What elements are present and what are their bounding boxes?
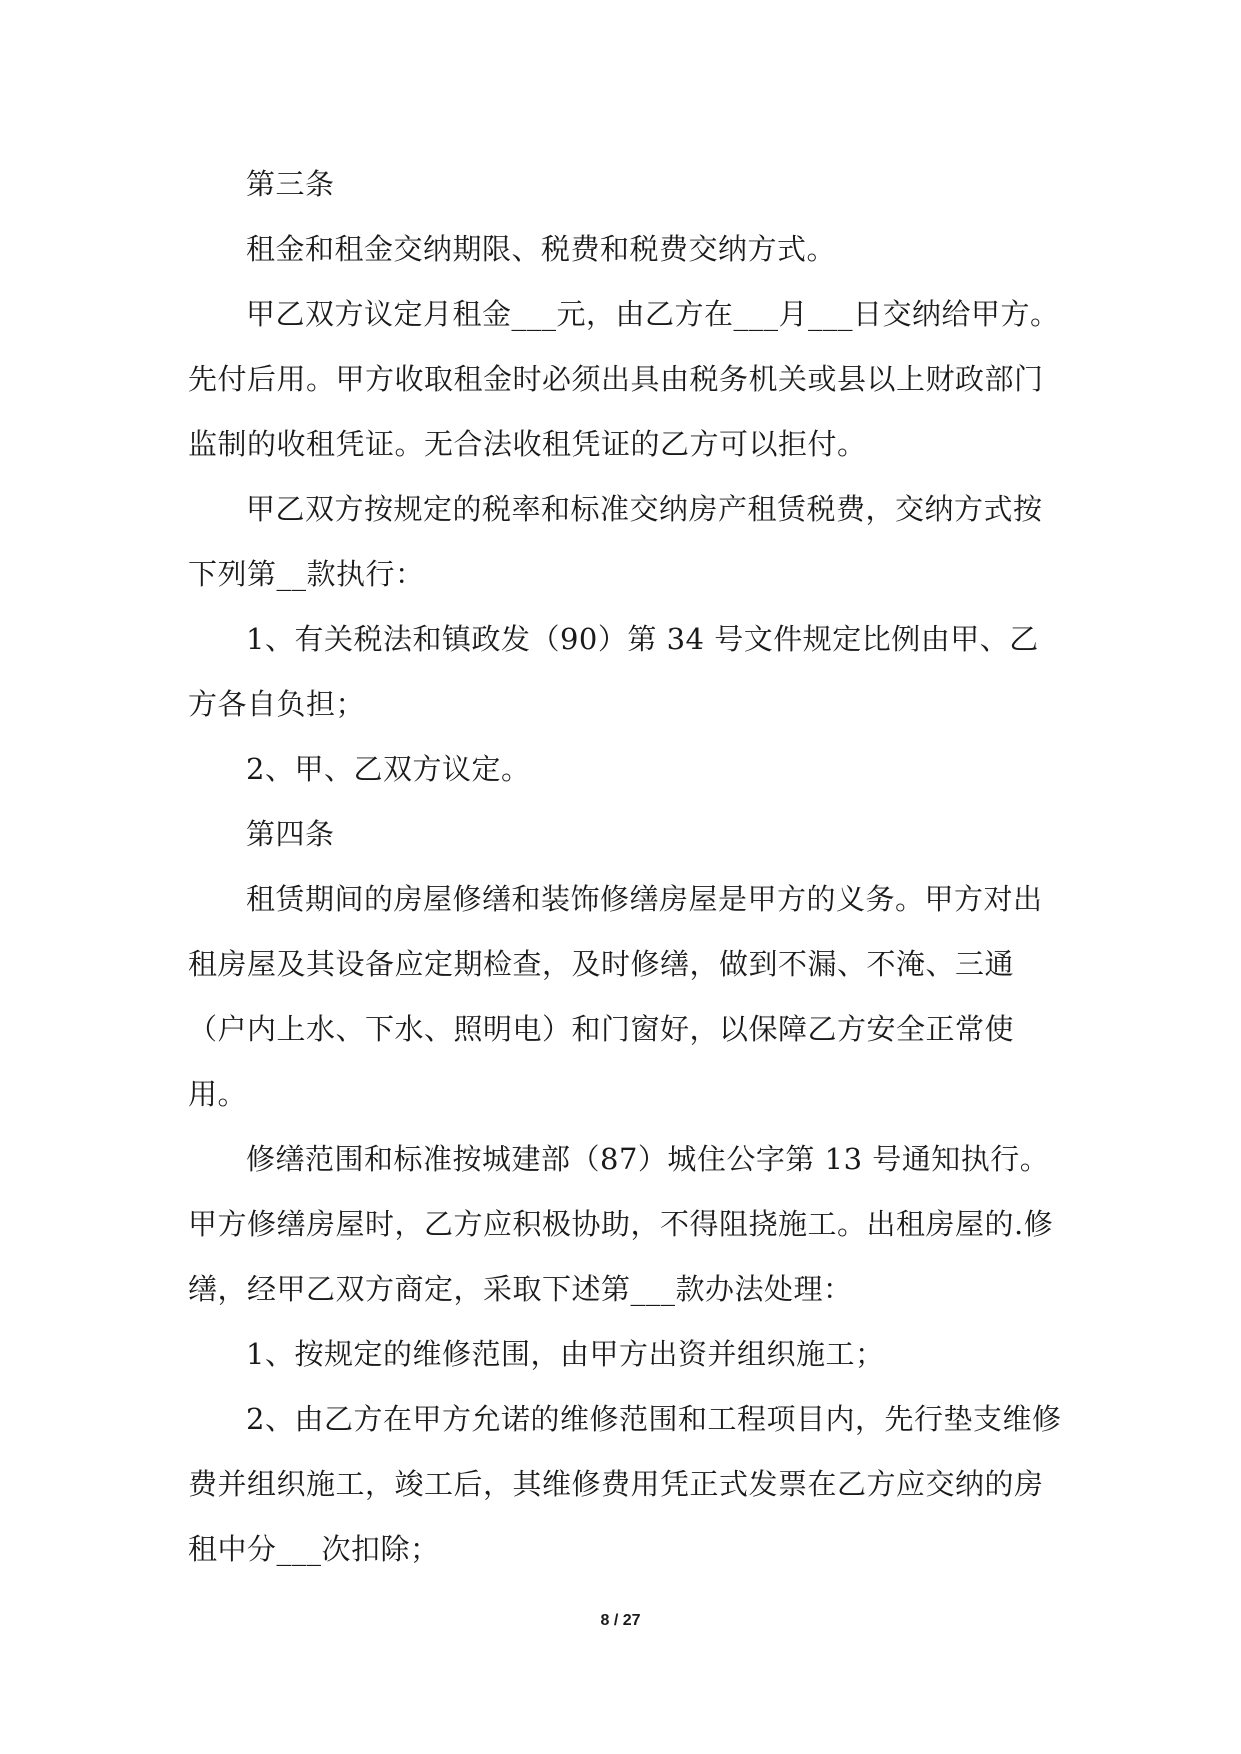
rent-payment-paragraph: 甲乙双方议定月租金___元，由乙方在___月___日交纳给甲方。先付后用。甲方收取租金时必须出具由税务机关或县以上财政部门监制的收租凭证。无合法收租凭证的乙方可以拒付。 — [188, 297, 1060, 461]
repair-obligation-paragraph: 租赁期间的房屋修缮和装饰修缮房屋是甲方的义务。甲方对出租房屋及其设备应定期检查，及时修缮，做到不漏、不淹、三通（户内上水、下水、照明电）和门窗好，以保障乙方安全正常使用。 — [188, 882, 1043, 1111]
repair-option-1: 1、按规定的维修范围，由甲方出资并组织施工； — [246, 1337, 885, 1371]
article-3-title: 租金和租金交纳期限、税费和税费交纳方式。 — [246, 232, 837, 266]
article-4-heading: 第四条 — [246, 817, 335, 851]
article-3-heading: 第三条 — [246, 167, 335, 201]
page-number: 8 / 27 — [600, 1612, 641, 1629]
tax-option-2: 2、甲、乙双方议定。 — [246, 752, 531, 786]
tax-payment-paragraph: 甲乙双方按规定的税率和标准交纳房产租赁税费，交纳方式按下列第__款执行： — [188, 492, 1043, 591]
tax-option-1: 1、有关税法和镇政发（90）第 34 号文件规定比例由甲、乙方各自负担； — [188, 622, 1039, 721]
repair-option-2: 2、由乙方在甲方允诺的维修范围和工程项目内，先行垫支维修费并组织施工，竣工后，其维修费用凭正式发票在乙方应交纳的房租中分___次扣除； — [188, 1402, 1062, 1566]
repair-scope-paragraph: 修缮范围和标准按城建部（87）城住公字第 13 号通知执行。甲方修缮房屋时，乙方应积极协助，不得阻挠施工。出租房屋的.修缮，经甲乙双方商定，采取下述第___款办法处理： — [188, 1142, 1054, 1306]
document-body — [188, 152, 1068, 1582]
